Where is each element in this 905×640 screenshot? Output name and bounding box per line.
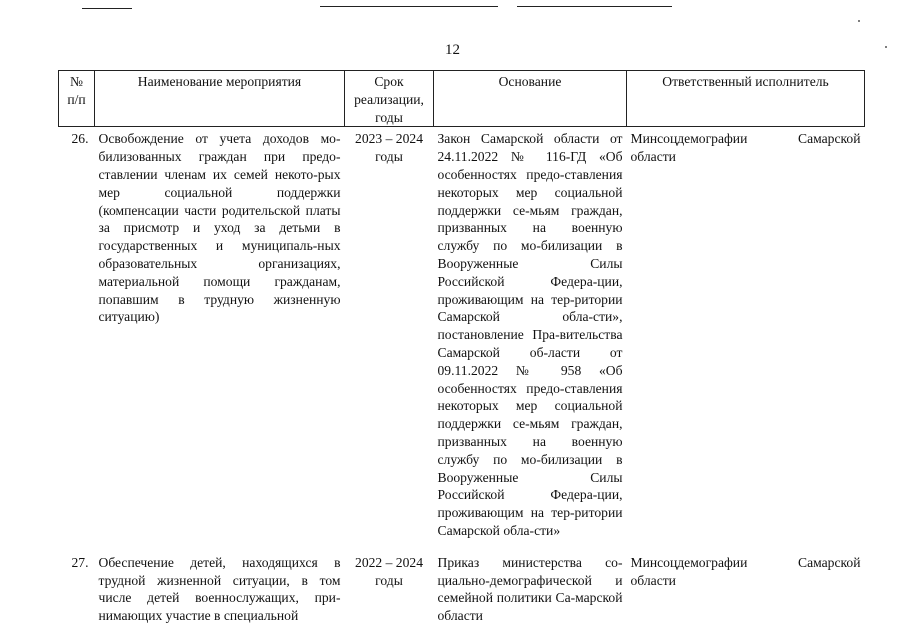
- page-number: 12: [445, 42, 460, 58]
- executor-region-suffix: области: [630, 149, 676, 165]
- implementation-term: 2022 – 2024 годы: [355, 554, 423, 588]
- top-rule-left: [82, 8, 132, 9]
- row-spacer: [59, 540, 865, 551]
- header-name: Наименование мероприятия: [95, 71, 345, 127]
- executor-region-suffix: области: [630, 572, 676, 588]
- executor-region: Самарской: [798, 554, 861, 570]
- top-rule-right: [517, 6, 672, 7]
- table-row: [59, 551, 865, 625]
- row-number: 27.: [71, 554, 89, 570]
- activity-name: Обеспечение детей, находящихся в трудной жизненной ситуации, в том числе детей военнослужащих, при-нимающих участие в специальной: [98, 554, 341, 624]
- legal-basis: Закон Самарской области от 24.11.2022 № 116-ГД «Об особенностях предо-ставления некоторых мер социальной поддержки се-мьям граждан, призванных на военную службу по мо-билизации в Вооруженные Силы Российской Федера-ции, проживающим на тер-ритории Самарской обла-сти», постановление Пра-вительства Самарской об-ласти от 09.11.2022 № 958 «Об особенностях предо-ставления некоторых мер социальной поддержки се-мьям граждан, призванных на военную службу по мо-билизации в Вооруженные Силы Российской Федера-ции, проживающим на тер-ритории Самарской обла-сти»: [437, 131, 623, 538]
- activity-name: Освобождение от учета доходов мо-билизованных граждан при предо-ставлении членам их семей некото-рых мер социальной поддержки (компенсации части родительской платы за присмотр и уход за детьми в государственных и муниципаль-ных образовательных организациях, материальной помощи гражданам, попавшим в трудную жизненную ситуацию): [98, 131, 341, 325]
- header-executor: Ответственный исполнитель: [627, 71, 865, 127]
- legal-basis: Приказ министерства со-циально-демографической и семейной политики Са-марской области: [437, 554, 623, 624]
- executor-ministry: Минсоцдемографии: [630, 131, 748, 147]
- activities-table: [58, 70, 865, 625]
- header-basis: Основание: [434, 71, 627, 127]
- responsible-executor: [627, 127, 865, 540]
- top-rule-middle: [320, 6, 498, 7]
- header-num: № п/п: [59, 71, 95, 127]
- table-header-row: [59, 71, 865, 127]
- implementation-term: 2023 – 2024 годы: [355, 131, 423, 165]
- responsible-executor: [627, 551, 865, 625]
- executor-region: Самарской: [798, 131, 861, 147]
- table-row: [59, 127, 865, 540]
- scan-speck: [858, 20, 860, 22]
- executor-ministry: Минсоцдемографии: [630, 554, 748, 570]
- row-number: 26.: [71, 131, 89, 147]
- header-term: Срок реализации, годы: [345, 71, 434, 127]
